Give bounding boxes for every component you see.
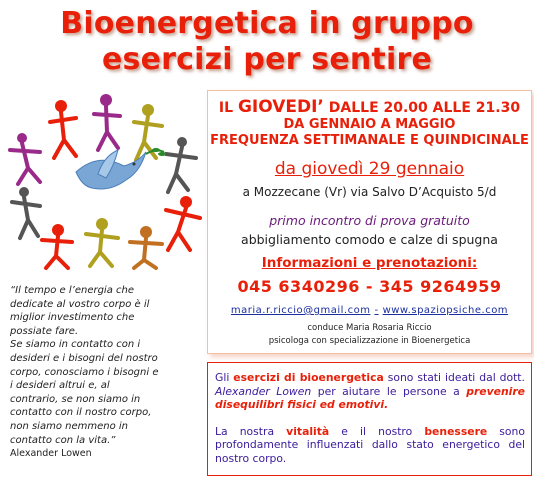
schedule-line: IL GIOVEDI’ DALLE 20.00 ALLE 21.30 xyxy=(218,97,521,117)
clothing-note: abbigliamento comodo e calze di spugna xyxy=(241,232,498,247)
quote-line: desideri e i bisogni del nostro xyxy=(10,352,158,364)
lowen-quote xyxy=(10,284,198,474)
specialization-line: psicologa con specializzazione in Bioenergetica xyxy=(268,336,471,346)
dancing-figures-illustration xyxy=(6,92,206,270)
headline-line-2: esercizi per sentire xyxy=(102,42,432,77)
bioenergetics-description xyxy=(207,362,532,476)
free-trial-note: primo incontro di prova gratuito xyxy=(269,213,470,228)
link-separator: - xyxy=(374,305,379,316)
phone-numbers[interactable]: 045 6340296 - 345 9264959 xyxy=(237,277,502,296)
conductor-line: conduce Maria Rosaria Riccio xyxy=(307,323,432,333)
start-date: da giovedì 29 gennaio xyxy=(274,159,465,179)
weekday: GIOVEDI’ xyxy=(237,97,324,117)
period-line: DA GENNAIO A MAGGIO xyxy=(283,117,456,132)
headline-line-1: Bioenergetica in gruppo xyxy=(60,6,474,41)
quote-line: contatto con la vita.” xyxy=(10,434,116,446)
quote-line: Se siamo in contatto con i xyxy=(10,339,141,351)
quote-line: corpo, conosciamo i bisogni e xyxy=(10,366,159,378)
quote-line: contrario, se non siamo in xyxy=(10,393,141,405)
address: a Mozzecane (Vr) via Salvo D’Acquisto 5/d xyxy=(242,185,497,199)
quote-line: non siamo nemmeno in xyxy=(10,420,129,432)
quote-line: possiate fare. xyxy=(10,325,79,337)
quote-author: Alexander Lowen xyxy=(10,448,92,460)
quote-line: miglior investimento che xyxy=(10,312,135,324)
description-paragraph-1: Gli esercizi di bioenergetica sono stati ideati dal dott. Alexander Lowen per aiutare le persone a prevenire disequilibri fisici ed emotivi. xyxy=(215,371,525,412)
event-details-panel xyxy=(207,90,532,354)
description-paragraph-2: La nostra vitalità e il nostro benessere sono profondamente influenzati dallo stato energetico del nostro corpo. xyxy=(215,424,525,465)
contact-links xyxy=(208,305,531,316)
info-heading: Informazioni e prenotazioni: xyxy=(261,255,478,271)
quote-line: “Il tempo e l’energia che xyxy=(10,285,135,296)
frequency-line: FREQUENZA SETTIMANALE E QUINDICINALE xyxy=(210,133,529,148)
email-link[interactable]: maria.r.riccio@gmail.com xyxy=(230,305,371,316)
dove-icon xyxy=(76,150,146,189)
quote-line: i desideri altrui e, al xyxy=(10,380,110,392)
quote-line: dedicate al vostro corpo è il xyxy=(10,298,150,310)
website-link[interactable]: www.spaziopsiche.com xyxy=(382,305,509,316)
quote-line: contatto con il nostro corpo, xyxy=(10,407,152,419)
